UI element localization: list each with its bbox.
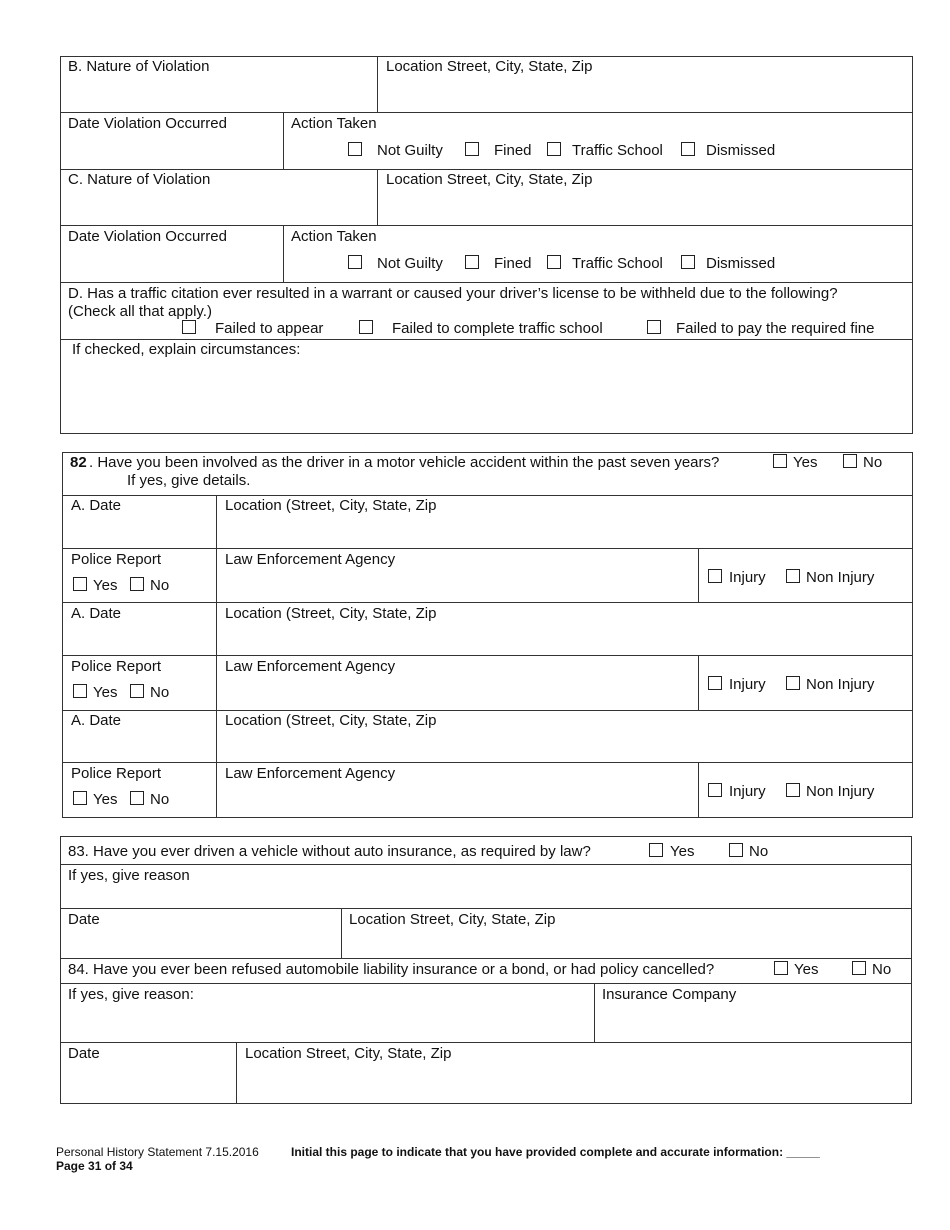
violation-b-traffic-school-label: Traffic School	[572, 142, 663, 159]
accident-2-location-label: Location (Street, City, State, Zip	[225, 605, 437, 622]
accident-2-non-injury-checkbox[interactable]	[786, 676, 800, 690]
accident-3-date-label: A. Date	[71, 712, 122, 729]
violation-b-action-label: Action Taken	[291, 115, 377, 132]
explain-circumstances-label: If checked, explain circumstances:	[72, 341, 301, 358]
q83-yes-label: Yes	[670, 843, 695, 860]
divider	[60, 908, 912, 909]
divider	[698, 655, 699, 710]
violation-c-nature-label: C. Nature of Violation	[68, 171, 211, 188]
failed-to-pay-fine-label: Failed to pay the required fine	[676, 320, 875, 337]
q82-block	[62, 452, 913, 818]
accident-1-police-no-label: No	[150, 577, 170, 594]
violation-d-question: D. Has a traffic citation ever resulted in a warrant or caused your driver’s license to be withheld due to the following?	[68, 285, 838, 302]
q83-reason-label: If yes, give reason	[68, 867, 190, 884]
accident-2-non-injury-label: Non Injury	[806, 676, 875, 693]
q83-question: 83. Have you ever driven a vehicle without auto insurance, as required by law?	[68, 843, 591, 860]
q84-company-label: Insurance Company	[602, 986, 737, 1003]
accident-1-injury-checkbox[interactable]	[708, 569, 722, 583]
accident-3-police-label: Police Report	[71, 765, 162, 782]
accident-3-non-injury-label: Non Injury	[806, 783, 875, 800]
accident-1-non-injury-label: Non Injury	[806, 569, 875, 586]
divider	[377, 169, 378, 226]
violation-c-action-label: Action Taken	[291, 228, 377, 245]
footer-initial-prompt: Initial this page to indicate that you have provided complete and accurate information: _____	[291, 1145, 820, 1159]
accident-1-police-yes-label: Yes	[93, 577, 118, 594]
q83-location-label: Location Street, City, State, Zip	[349, 911, 556, 928]
divider	[60, 339, 913, 340]
divider	[60, 958, 912, 959]
explain-circumstances-field[interactable]	[61, 360, 912, 433]
violation-c-dismissed-checkbox[interactable]	[681, 255, 695, 269]
violation-b-nature-label: B. Nature of Violation	[68, 58, 210, 75]
violation-b-date-label: Date Violation Occurred	[68, 115, 227, 132]
accident-2-police-label: Police Report	[71, 658, 162, 675]
accident-3-injury-label: Injury	[729, 783, 766, 800]
violation-b-not-guilty-label: Not Guilty	[377, 142, 443, 159]
accident-3-injury-checkbox[interactable]	[708, 783, 722, 797]
footer-doc-name: Personal History Statement 7.15.2016	[56, 1145, 259, 1159]
divider	[62, 495, 913, 496]
accident-1-police-label: Police Report	[71, 551, 162, 568]
q84-no-checkbox[interactable]	[852, 961, 866, 975]
violation-c-traffic-school-label: Traffic School	[572, 255, 663, 272]
q84-yes-label: Yes	[794, 961, 819, 978]
divider	[216, 495, 217, 818]
q84-location-label: Location Street, City, State, Zip	[245, 1045, 452, 1062]
violation-d-check-all-note: (Check all that apply.)	[68, 303, 212, 320]
accident-1-agency-label: Law Enforcement Agency	[225, 551, 396, 568]
divider	[60, 169, 913, 170]
failed-traffic-school-checkbox[interactable]	[359, 320, 373, 334]
q82-sub: If yes, give details.	[127, 472, 251, 489]
accident-2-police-yes-label: Yes	[93, 684, 118, 701]
divider	[698, 762, 699, 818]
violation-b-dismissed-checkbox[interactable]	[681, 142, 695, 156]
q82-no-checkbox[interactable]	[843, 454, 857, 468]
violation-c-fined-checkbox[interactable]	[465, 255, 479, 269]
failed-to-appear-checkbox[interactable]	[182, 320, 196, 334]
divider	[341, 908, 342, 958]
divider	[60, 983, 912, 984]
violation-c-not-guilty-checkbox[interactable]	[348, 255, 362, 269]
q82-yes-label: Yes	[793, 454, 818, 471]
accident-3-police-yes-checkbox[interactable]	[73, 791, 87, 805]
divider	[594, 983, 595, 1042]
divider	[283, 112, 284, 169]
q83-no-checkbox[interactable]	[729, 843, 743, 857]
q84-date-label: Date	[68, 1045, 100, 1062]
divider	[62, 710, 913, 711]
accident-1-date-label: A. Date	[71, 497, 122, 514]
accident-1-police-yes-checkbox[interactable]	[73, 577, 87, 591]
violation-c-traffic-school-checkbox[interactable]	[547, 255, 561, 269]
violation-b-fined-label: Fined	[494, 142, 532, 159]
accident-1-police-no-checkbox[interactable]	[130, 577, 144, 591]
failed-traffic-school-label: Failed to complete traffic school	[392, 320, 603, 337]
divider	[62, 655, 913, 656]
divider	[60, 282, 913, 283]
q83-yes-checkbox[interactable]	[649, 843, 663, 857]
violation-c-location-label: Location Street, City, State, Zip	[386, 171, 593, 188]
q82-number: 82	[70, 454, 87, 471]
failed-to-pay-fine-checkbox[interactable]	[647, 320, 661, 334]
divider	[283, 225, 284, 282]
accident-2-injury-label: Injury	[729, 676, 766, 693]
divider	[60, 225, 913, 226]
q84-question: 84. Have you ever been refused automobile liability insurance or a bond, or had policy cancelled?	[68, 961, 715, 978]
divider	[60, 864, 912, 865]
violation-b-fined-checkbox[interactable]	[465, 142, 479, 156]
violation-b-dismissed-label: Dismissed	[706, 142, 776, 159]
q83-date-label: Date	[68, 911, 100, 928]
q83-no-label: No	[749, 843, 769, 860]
q82-no-label: No	[863, 454, 883, 471]
accident-2-date-label: A. Date	[71, 605, 122, 622]
divider	[60, 1042, 912, 1043]
violation-b-traffic-school-checkbox[interactable]	[547, 142, 561, 156]
accident-3-police-yes-label: Yes	[93, 791, 118, 808]
divider	[62, 602, 913, 603]
accident-2-police-no-label: No	[150, 684, 170, 701]
footer-page-number: Page 31 of 34	[56, 1159, 133, 1173]
accident-2-police-yes-checkbox[interactable]	[73, 684, 87, 698]
accident-3-police-no-label: No	[150, 791, 170, 808]
divider	[698, 548, 699, 602]
q82-question: . Have you been involved as the driver in a motor vehicle accident within the past seven years?	[89, 454, 720, 471]
q84-no-label: No	[872, 961, 892, 978]
accident-2-police-no-checkbox[interactable]	[130, 684, 144, 698]
accident-1-injury-label: Injury	[729, 569, 766, 586]
divider	[62, 762, 913, 763]
accident-3-non-injury-checkbox[interactable]	[786, 783, 800, 797]
divider	[62, 548, 913, 549]
accident-1-location-label: Location (Street, City, State, Zip	[225, 497, 437, 514]
accident-3-police-no-checkbox[interactable]	[130, 791, 144, 805]
accident-2-agency-label: Law Enforcement Agency	[225, 658, 396, 675]
q84-reason-label: If yes, give reason:	[68, 986, 194, 1003]
violation-b-not-guilty-checkbox[interactable]	[348, 142, 362, 156]
violation-c-date-label: Date Violation Occurred	[68, 228, 227, 245]
accident-2-injury-checkbox[interactable]	[708, 676, 722, 690]
q84-yes-checkbox[interactable]	[774, 961, 788, 975]
accident-1-non-injury-checkbox[interactable]	[786, 569, 800, 583]
accident-3-agency-label: Law Enforcement Agency	[225, 765, 396, 782]
failed-to-appear-label: Failed to appear	[215, 320, 324, 337]
accident-3-location-label: Location (Street, City, State, Zip	[225, 712, 437, 729]
violation-c-dismissed-label: Dismissed	[706, 255, 776, 272]
divider	[236, 1042, 237, 1104]
violation-c-fined-label: Fined	[494, 255, 532, 272]
divider	[60, 112, 913, 113]
violation-c-not-guilty-label: Not Guilty	[377, 255, 443, 272]
divider	[377, 56, 378, 113]
q82-yes-checkbox[interactable]	[773, 454, 787, 468]
violation-b-location-label: Location Street, City, State, Zip	[386, 58, 593, 75]
